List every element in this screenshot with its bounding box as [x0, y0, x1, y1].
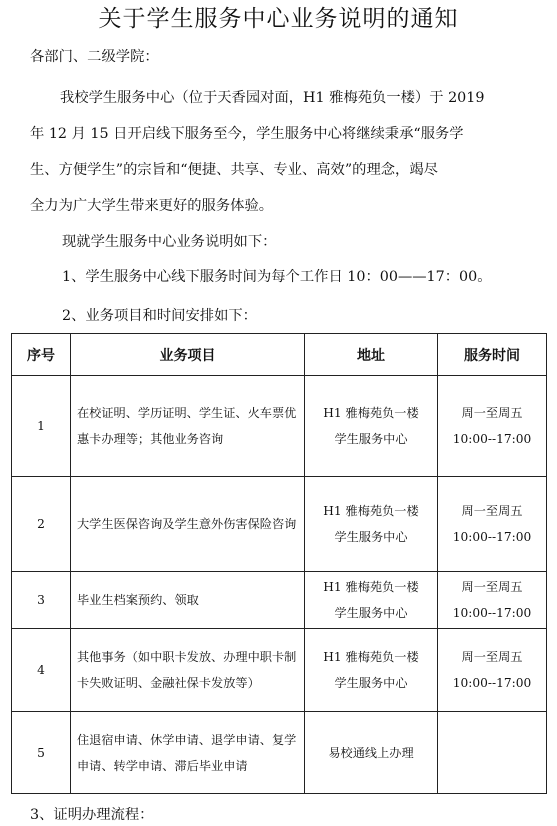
table-row — [12, 629, 547, 712]
intro-line: 我校学生服务中心（位于天香园对面，H1 雅梅苑负一楼）于 2019 — [60, 90, 485, 106]
header-time: 服务时间 — [438, 334, 547, 376]
row-item: 住退宿申请、休学申请、退学申请、复学申请、转学申请、滞后毕业申请 — [71, 712, 305, 794]
table-row — [12, 572, 547, 629]
intro-line: 全力为广大学生带来更好的服务体验。 — [30, 198, 274, 214]
row-number: 4 — [12, 629, 71, 712]
row-number: 3 — [12, 572, 71, 629]
address-line: 学生服务中心 — [334, 530, 408, 544]
row-address — [305, 712, 438, 794]
row-item: 在校证明、学历证明、学生证、火车票优惠卡办理等；其他业务咨询 — [71, 376, 305, 477]
header-item: 业务项目 — [71, 334, 305, 376]
description-heading: 现就学生服务中心业务说明如下： — [62, 234, 277, 250]
row-time — [438, 712, 547, 794]
address-line: 学生服务中心 — [334, 606, 408, 620]
row-item: 大学生医保咨询及学生意外伤害保险咨询 — [71, 477, 305, 572]
time-line: 10:00--17:00 — [452, 432, 532, 446]
row-address — [305, 629, 438, 712]
address-line: H1 雅梅苑负一楼 — [323, 650, 419, 664]
row-time — [438, 629, 547, 712]
point-service-items: 2、业务项目和时间安排如下： — [62, 308, 257, 324]
table-row — [12, 376, 547, 477]
time-line: 周一至周五 — [461, 580, 523, 594]
header-number: 序号 — [12, 334, 71, 376]
intro-line: 年 12 月 15 日开启线下服务至今，学生服务中心将继续秉承“服务学 — [30, 126, 464, 142]
intro-line: 生、方便学生”的宗旨和“便捷、共享、专业、高效”的理念，竭尽 — [30, 162, 438, 178]
table-row — [12, 477, 547, 572]
row-address — [305, 376, 438, 477]
header-address: 地址 — [305, 334, 438, 376]
row-item: 毕业生档案预约、领取 — [71, 572, 305, 629]
time-line: 周一至周五 — [461, 504, 523, 518]
table-header-row — [12, 334, 547, 376]
row-number: 5 — [12, 712, 71, 794]
row-number: 1 — [12, 376, 71, 477]
row-address — [305, 572, 438, 629]
salutation: 各部门、二级学院： — [30, 49, 159, 65]
row-number: 2 — [12, 477, 71, 572]
address-line: H1 雅梅苑负一楼 — [323, 580, 419, 594]
point-service-hours: 1、学生服务中心线下服务时间为每个工作日 10：00——17：00。 — [62, 269, 492, 285]
point-certificate-process: 3、证明办理流程： — [30, 807, 154, 823]
row-time — [438, 572, 547, 629]
table-row — [12, 712, 547, 794]
row-address — [305, 477, 438, 572]
row-time — [438, 477, 547, 572]
time-line: 10:00--17:00 — [452, 530, 532, 544]
time-line: 10:00--17:00 — [452, 676, 532, 690]
time-line: 周一至周五 — [461, 406, 523, 420]
address-line: 学生服务中心 — [334, 676, 408, 690]
service-table — [11, 333, 547, 794]
address-line: H1 雅梅苑负一楼 — [323, 406, 419, 420]
row-time — [438, 376, 547, 477]
intro-paragraph — [30, 80, 530, 224]
address-line: H1 雅梅苑负一楼 — [323, 504, 419, 518]
address-line: 学生服务中心 — [334, 432, 408, 446]
time-line: 周一至周五 — [461, 650, 523, 664]
address-line: 易校通线上办理 — [328, 745, 414, 760]
row-item: 其他事务（如中职卡发放、办理中职卡制卡失败证明、金融社保卡发放等） — [71, 629, 305, 712]
document-title: 关于学生服务中心业务说明的通知 — [98, 6, 459, 32]
time-line: 10:00--17:00 — [452, 606, 532, 620]
